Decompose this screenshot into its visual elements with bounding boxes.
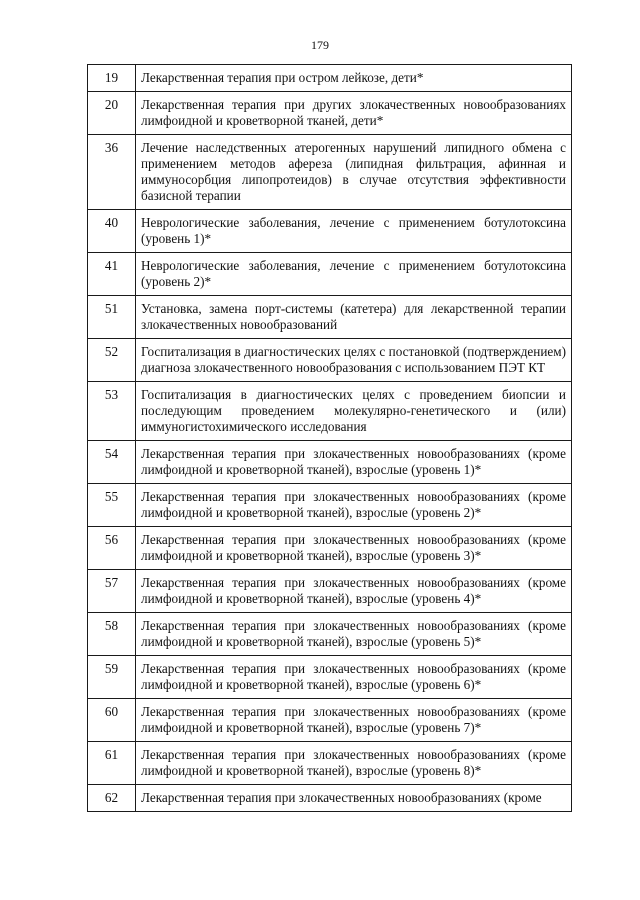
row-text: Лекарственная терапия при злокачественных новообразованиях (кроме лимфоидной и кроветворной тканей), взрослые (уровень 8)* bbox=[136, 742, 572, 785]
row-number: 20 bbox=[88, 92, 136, 135]
row-text: Лечение наследственных атерогенных нарушений липидного обмена с применением методов афереза (липидная фильтрация, афинная и иммуносорбция липопротеидов) в случае отсутствия эффективности базисной терапии bbox=[136, 135, 572, 210]
row-number: 59 bbox=[88, 656, 136, 699]
row-text: Лекарственная терапия при злокачественных новообразованиях (кроме лимфоидной и кроветворной тканей), взрослые (уровень 3)* bbox=[136, 527, 572, 570]
row-number: 58 bbox=[88, 613, 136, 656]
row-number: 52 bbox=[88, 339, 136, 382]
row-number: 60 bbox=[88, 699, 136, 742]
table-row bbox=[88, 484, 572, 527]
row-number: 55 bbox=[88, 484, 136, 527]
row-text: Лекарственная терапия при других злокачественных новообразованиях лимфоидной и кроветворной тканей, дети* bbox=[136, 92, 572, 135]
row-number: 53 bbox=[88, 382, 136, 441]
table-row bbox=[88, 382, 572, 441]
row-text: Лекарственная терапия при остром лейкозе, дети* bbox=[136, 65, 572, 92]
row-number: 56 bbox=[88, 527, 136, 570]
row-text: Лекарственная терапия при злокачественных новообразованиях (кроме bbox=[136, 785, 572, 812]
table-row bbox=[88, 339, 572, 382]
table-row bbox=[88, 441, 572, 484]
row-number: 51 bbox=[88, 296, 136, 339]
table-row bbox=[88, 92, 572, 135]
row-number: 41 bbox=[88, 253, 136, 296]
table-row bbox=[88, 570, 572, 613]
table-row bbox=[88, 785, 572, 812]
table-row bbox=[88, 253, 572, 296]
row-text: Лекарственная терапия при злокачественных новообразованиях (кроме лимфоидной и кроветворной тканей), взрослые (уровень 1)* bbox=[136, 441, 572, 484]
table-row bbox=[88, 296, 572, 339]
document-table bbox=[87, 64, 572, 812]
table-row bbox=[88, 65, 572, 92]
row-text: Госпитализация в диагностических целях с проведением биопсии и последующим проведением молекулярно-генетического и (или) иммуногистохимического исследования bbox=[136, 382, 572, 441]
table-row bbox=[88, 656, 572, 699]
row-text: Неврологические заболевания, лечение с применением ботулотоксина (уровень 1)* bbox=[136, 210, 572, 253]
page-number: 179 bbox=[311, 38, 329, 52]
row-number: 40 bbox=[88, 210, 136, 253]
table-row bbox=[88, 210, 572, 253]
row-text: Лекарственная терапия при злокачественных новообразованиях (кроме лимфоидной и кроветворной тканей), взрослые (уровень 4)* bbox=[136, 570, 572, 613]
row-text: Госпитализация в диагностических целях с постановкой (подтверждением) диагноза злокачественного новообразования с использованием ПЭТ КТ bbox=[136, 339, 572, 382]
table-row bbox=[88, 135, 572, 210]
row-number: 57 bbox=[88, 570, 136, 613]
row-text: Установка, замена порт-системы (катетера) для лекарственной терапии злокачественных новообразований bbox=[136, 296, 572, 339]
row-text: Лекарственная терапия при злокачественных новообразованиях (кроме лимфоидной и кроветворной тканей), взрослые (уровень 6)* bbox=[136, 656, 572, 699]
row-text: Лекарственная терапия при злокачественных новообразованиях (кроме лимфоидной и кроветворной тканей), взрослые (уровень 5)* bbox=[136, 613, 572, 656]
row-number: 62 bbox=[88, 785, 136, 812]
row-number: 36 bbox=[88, 135, 136, 210]
row-text: Неврологические заболевания, лечение с применением ботулотоксина (уровень 2)* bbox=[136, 253, 572, 296]
table-row bbox=[88, 699, 572, 742]
table-row bbox=[88, 742, 572, 785]
row-text: Лекарственная терапия при злокачественных новообразованиях (кроме лимфоидной и кроветворной тканей), взрослые (уровень 2)* bbox=[136, 484, 572, 527]
table-row bbox=[88, 527, 572, 570]
row-number: 19 bbox=[88, 65, 136, 92]
row-text: Лекарственная терапия при злокачественных новообразованиях (кроме лимфоидной и кроветворной тканей), взрослые (уровень 7)* bbox=[136, 699, 572, 742]
row-number: 61 bbox=[88, 742, 136, 785]
row-number: 54 bbox=[88, 441, 136, 484]
table-row bbox=[88, 613, 572, 656]
